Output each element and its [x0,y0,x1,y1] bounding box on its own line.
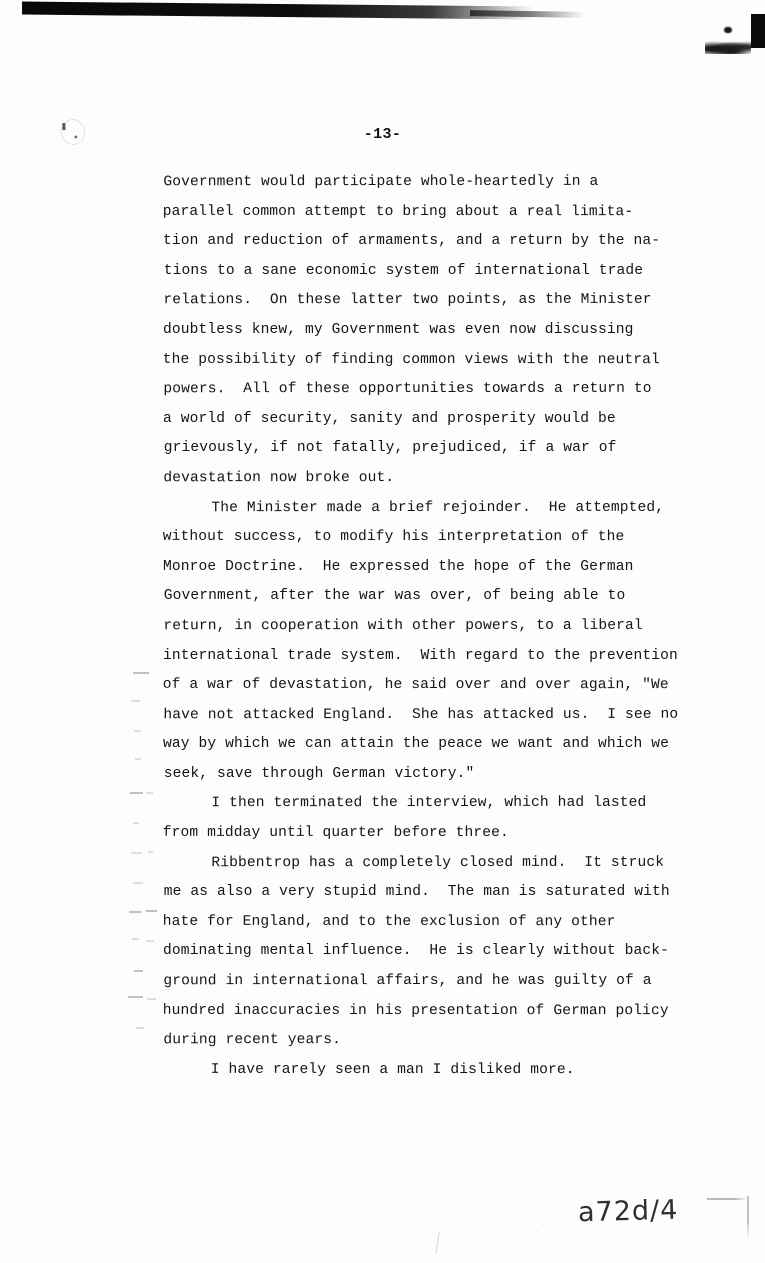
paragraph-1 [163,168,708,494]
text-line: return, in cooperation with other powers, to a liberal [163,617,643,635]
text-line: tions to a sane economic system of international trade [163,262,644,279]
paragraph-2 [163,494,708,790]
bottom-pencil-tick-artifact [435,1232,439,1254]
text-line: have not attacked England. She has attacked us. I see no [163,706,679,723]
text-line: way by which we can attain the peace we want and which we [163,736,670,753]
bottom-right-corner-artifact [707,1196,759,1240]
text-line: I have rarely seen a man I disliked more. [210,1061,575,1078]
text-line: Ribbentrop has a completely closed mind. It struck [211,854,665,871]
text-line: of a war of devastation, he said over and over again, "We [162,676,669,694]
text-line: The Minister made a brief rejoinder. He attempted, [211,499,665,516]
text-line: tion and reduction of armaments, and a return by the na- [163,233,661,250]
text-line: me as also a very stupid mind. The man is saturated with [163,884,670,901]
text-line: doubtless knew, my Government was even now discussing [163,321,634,338]
text-line: Government, after the war was over, of being able to [163,588,626,605]
text-line: Government would participate whole-heartedly in a [163,173,599,191]
text-line: hate for England, and to the exclusion of any other [162,913,616,930]
text-line: during recent years. [163,1032,341,1049]
top-right-smudge-artifact [705,40,751,54]
text-line: seek, save through German victory." [163,765,475,782]
left-margin-bleed-marks [0,0,160,1263]
text-line: dominating mental influence. He is clearly without back- [163,943,670,960]
text-line: relations. On these latter two points, as the Minister [163,292,652,309]
text-line: Monroe Doctrine. He expressed the hope of the German [163,558,634,575]
text-line: without success, to modify his interpretation of the [162,528,625,546]
text-line: hundred inaccuracies in his presentation of German policy [162,1002,669,1019]
paragraph-3 [163,789,708,848]
top-right-corner-artifact [751,14,765,48]
document-body [163,168,708,1085]
text-line: the possibility of finding common views with the neutral [162,351,660,368]
text-line: parallel common attempt to bring about a real limita- [162,203,634,220]
text-line: from midday until quarter before three. [162,824,509,842]
handwritten-annotation: a72d/4 [577,1194,679,1229]
text-line: international trade system. With regard to the prevention [163,647,678,664]
page-number: -13- [363,126,402,143]
top-right-speck-artifact [723,26,733,34]
text-line: grievously, if not fatally, prejudiced, if a war of [163,440,617,457]
paragraph-4 [163,849,708,1056]
text-line: I then terminated the interview, which had lasted [211,795,647,812]
text-line: devastation now broke out. [163,469,395,487]
text-line: a world of security, sanity and prosperity would be [163,410,616,427]
text-line: powers. All of these opportunities towards a return to [163,380,652,398]
text-line: ground in international affairs, and he was guilty of a [163,972,652,990]
paragraph-5 [163,1056,708,1086]
